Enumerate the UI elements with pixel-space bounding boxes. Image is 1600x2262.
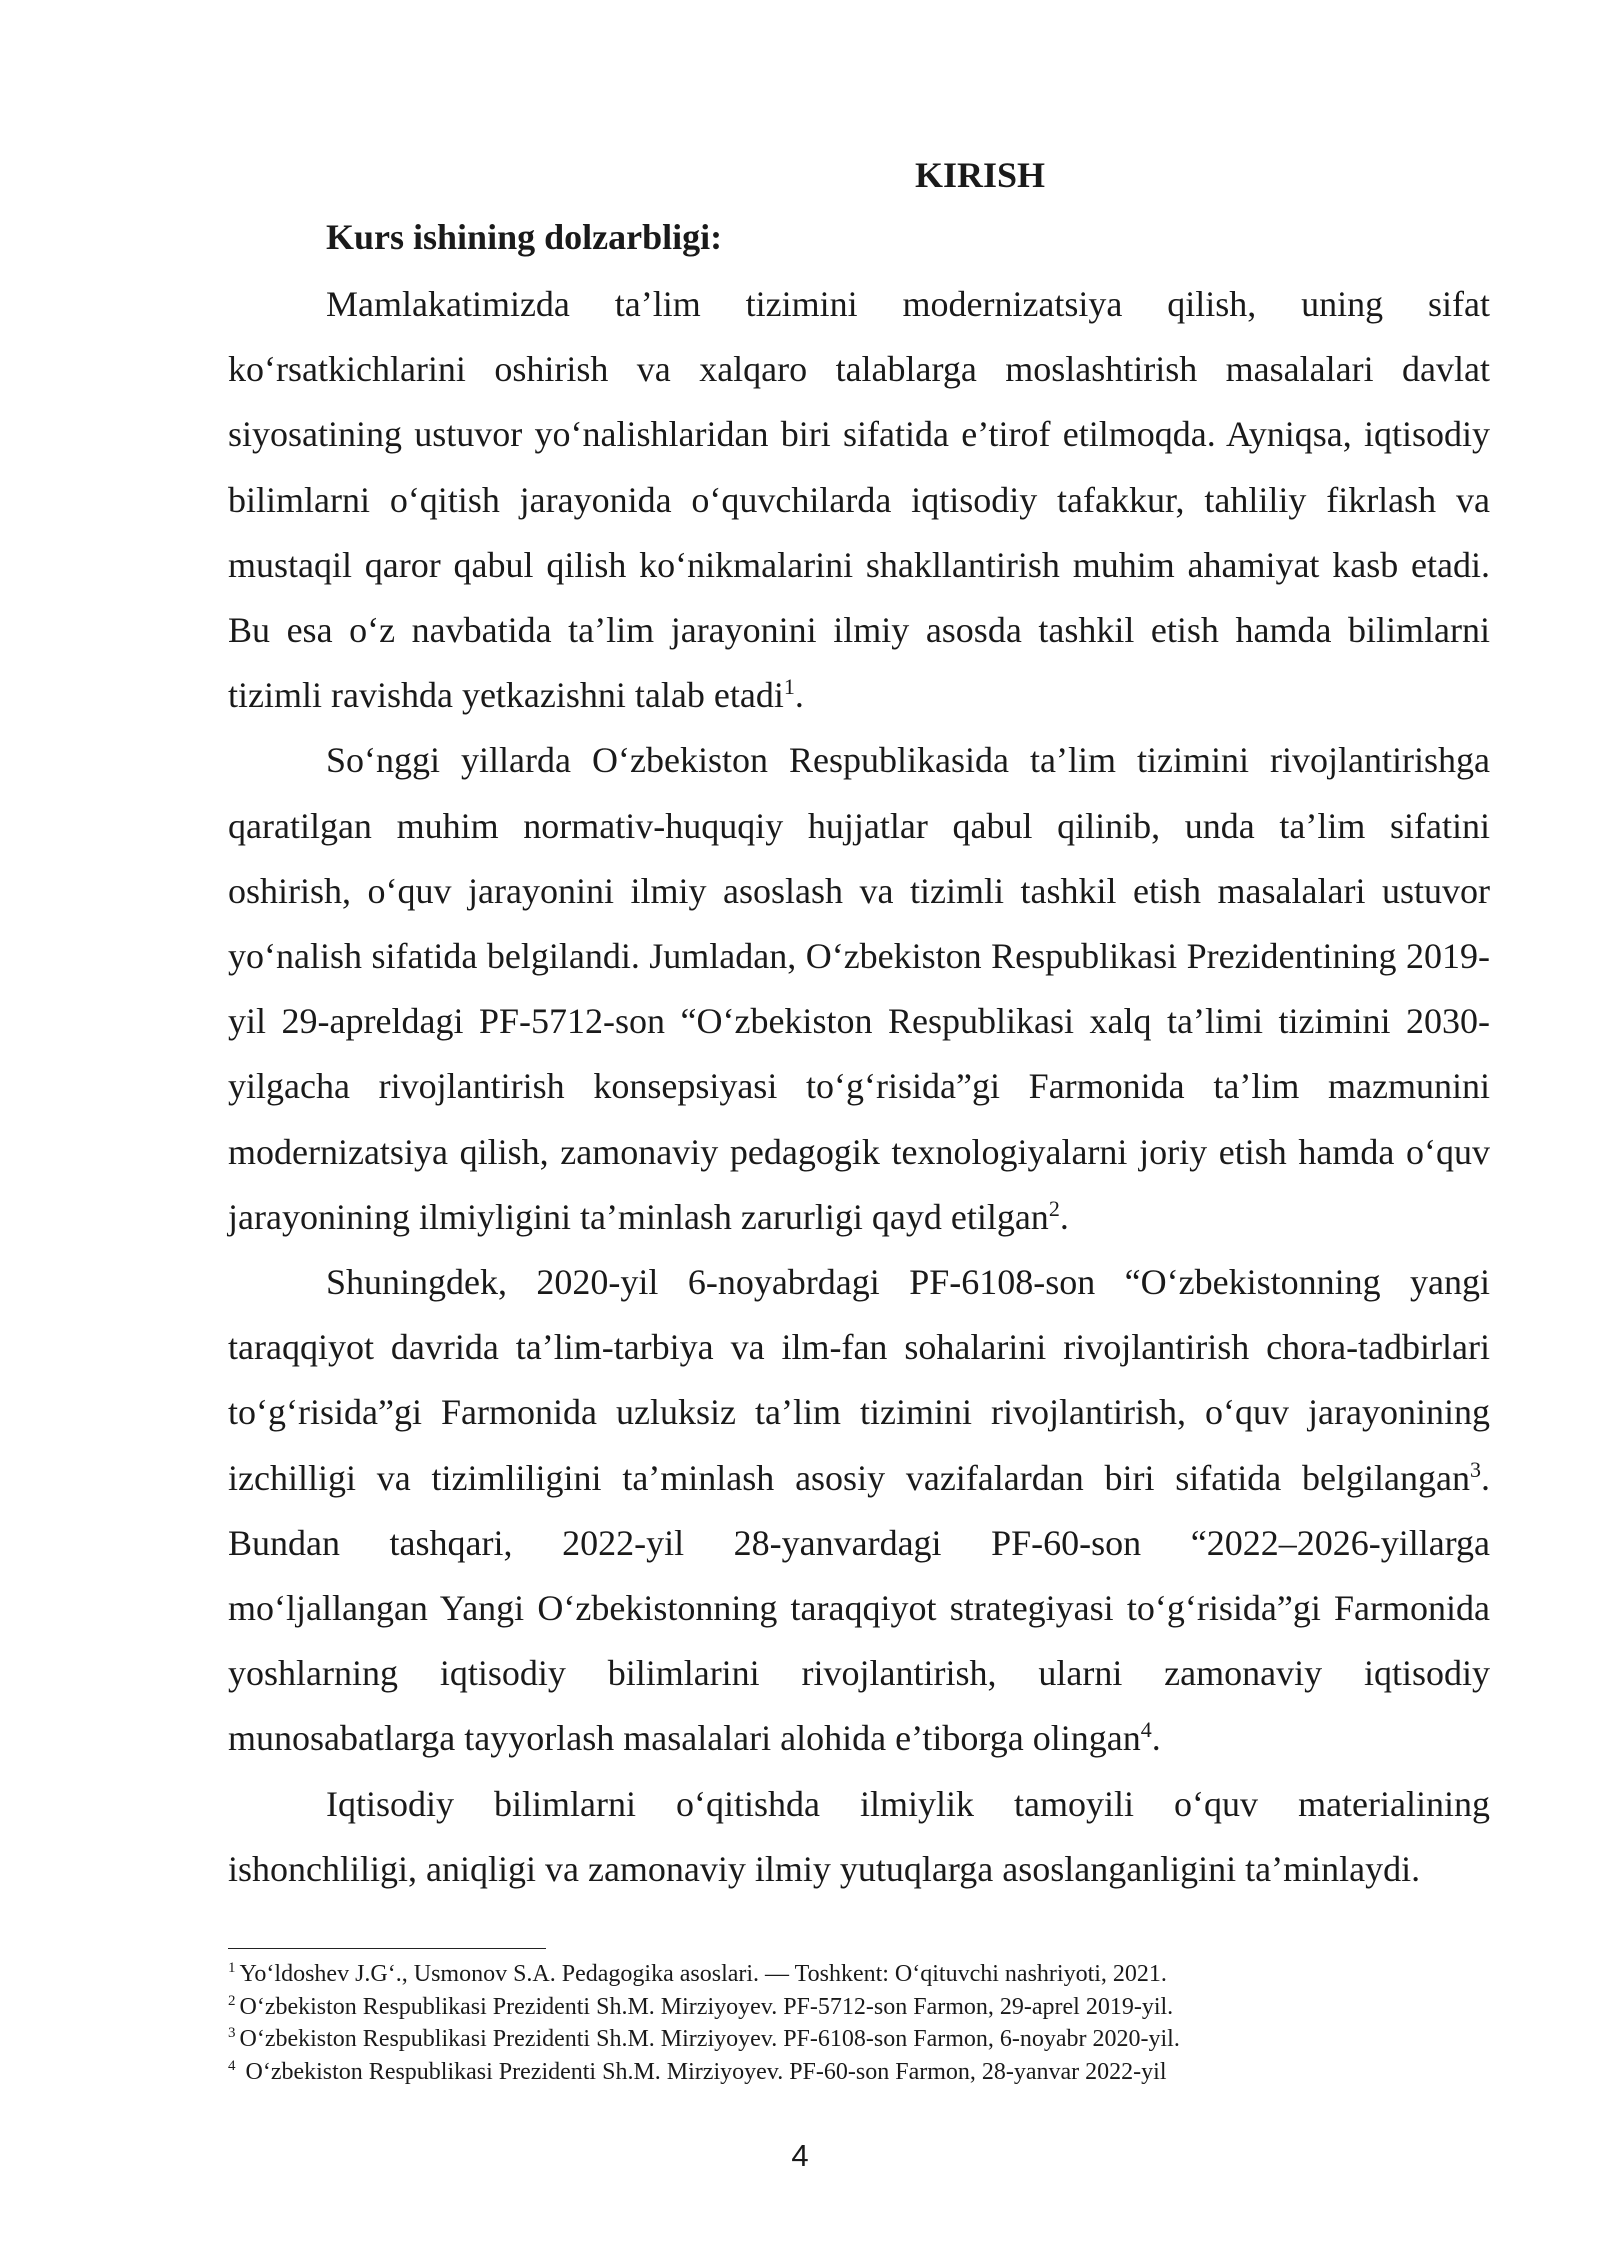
footnote-text: O‘zbekiston Respublikasi Prezidenti Sh.M. Mirziyoyev. PF-6108-son Farmon, 6-noyabr 2020-yil. xyxy=(239,2026,1180,2052)
main-text xyxy=(228,148,1490,1902)
footnote-reference: 2 xyxy=(1048,1195,1060,1221)
paragraph-3 xyxy=(228,1250,1490,1772)
page-number: 4 xyxy=(791,2138,809,2173)
footnote-marker: 4 xyxy=(228,2057,236,2074)
section-subheading: Kurs ishining dolzarbligi: xyxy=(326,217,723,257)
footnote-reference: 1 xyxy=(783,674,795,700)
footnote-text: Yo‘ldoshev J.G‘., Usmonov S.A. Pedagogika asoslari. — Toshkent: O‘qituvchi nashriyoti, 2021. xyxy=(239,1961,1167,1987)
footnote-reference: 3 xyxy=(1470,1456,1481,1482)
footnote-2 xyxy=(228,1991,1490,2024)
footnote-separator xyxy=(228,1948,546,1949)
footnote-marker: 2 xyxy=(228,1992,236,2009)
paragraph-tail: . xyxy=(1151,1718,1161,1759)
paragraph-text: Mamlakatimizda ta’lim tizimini modernizatsiya qilish, uning sifat ko‘rsatkichlarini oshirish va xalqaro talablarga moslashtirish masalalari davlat siyosatining ustuvor yo‘nalishlaridan biri sifatida e’tirof etilmoqda. Ayniqsa, iqtisodiy bilimlarni o‘qitish jarayonida o‘quvchilarda iqtisodiy tafakkur, tahliliy fikrlash va mustaqil qaror qabul qilish ko‘nikmalarini shakllantirish muhim ahamiyat kasb etadi. Bu esa o‘z navbatida ta’lim jarayonini ilmiy asosda tashkil etish hamda bilimlarni tizimli ravishda yetkazishni talab etadi xyxy=(228,284,1490,716)
paragraph-text: Iqtisodiy bilimlarni o‘qitishda ilmiylik tamoyili o‘quv materialining ishonchliligi, aniqligi va zamonaviy ilmiy yutuqlarga asoslanganligini ta’minlaydi. xyxy=(228,1783,1490,1889)
footnote-marker: 3 xyxy=(228,2025,236,2041)
footnote-text: O‘zbekiston Respublikasi Prezidenti Sh.M. Mirziyoyev. PF-60-son Farmon, 28-yanvar 2022-yil xyxy=(239,2058,1167,2085)
footnote-marker: 1 xyxy=(228,1960,236,1976)
paragraph-text: So‘nggi yillarda O‘zbekiston Respublikasida ta’lim tizimini rivojlantirishga qaratilgan muhim normativ-huquqiy hujjatlar qabul qilinib, unda ta’lim sifatini oshirish, o‘quv jarayonini ilmiy asoslash va tizimli tashkil etish masalalari ustuvor yo‘nalish sifatida belgilandi. Jumladan, O‘zbekiston Respublikasi Prezidentining 2019-yil 29-apreldagi PF-5712-son “O‘zbekiston Respublikasi xalq ta’limi tizimini 2030-yilgacha rivojlantirish konsepsiyasi to‘g‘risida”gi Farmonida ta’lim mazmunini modernizatsiya qilish, zamonaviy pedagogik texnologiyalarni joriy etish hamda o‘quv jarayonining ilmiyligini ta’minlash zarurligi qayd etilgan xyxy=(228,740,1490,1237)
footnotes xyxy=(228,1958,1490,2088)
paragraph-4 xyxy=(228,1772,1490,1902)
footnote-3 xyxy=(228,2023,1490,2056)
footnote-reference: 4 xyxy=(1140,1717,1152,1743)
paragraph-tail: . xyxy=(1059,1196,1069,1237)
footnote-4 xyxy=(228,2056,1490,2089)
paragraph-text-continued: . Bundan tashqari, 2022-yil 28-yanvardagi PF-60-son “2022–2026-yillarga mo‘ljallangan Yangi O‘zbekistonning taraqqiyot strategiyasi to‘g‘risida”gi Farmonida yoshlarning iqtisodiy bilimlarini rivojlantirish, ularni zamonaviy iqtisodiy munosabatlarga tayyorlash masalalari alohida e’tiborga olingan xyxy=(228,1457,1490,1759)
paragraph-text: Shuningdek, 2020-yil 6-noyabrdagi PF-6108-son “O‘zbekistonning yangi taraqqiyot davrida ta’lim-tarbiya va ilm-fan sohalarini rivojlantirish chora-tadbirlari to‘g‘risida”gi Farmonida uzluksiz ta’lim tizimini rivojlantirish, o‘quv jarayonining izchilligi va tizimliligini ta’minlash asosiy vazifalardan biri sifatida belgilangan xyxy=(228,1262,1490,1498)
page-title: KIRISH xyxy=(914,155,1046,195)
footnote-text: O‘zbekiston Respublikasi Prezidenti Sh.M. Mirziyoyev. PF-5712-son Farmon, 29-aprel 2019-yil. xyxy=(239,1993,1174,2020)
footnote-1 xyxy=(228,1958,1490,1991)
paragraph-2 xyxy=(228,728,1490,1250)
paragraph-tail: . xyxy=(794,675,804,716)
paragraph-1 xyxy=(228,272,1490,728)
